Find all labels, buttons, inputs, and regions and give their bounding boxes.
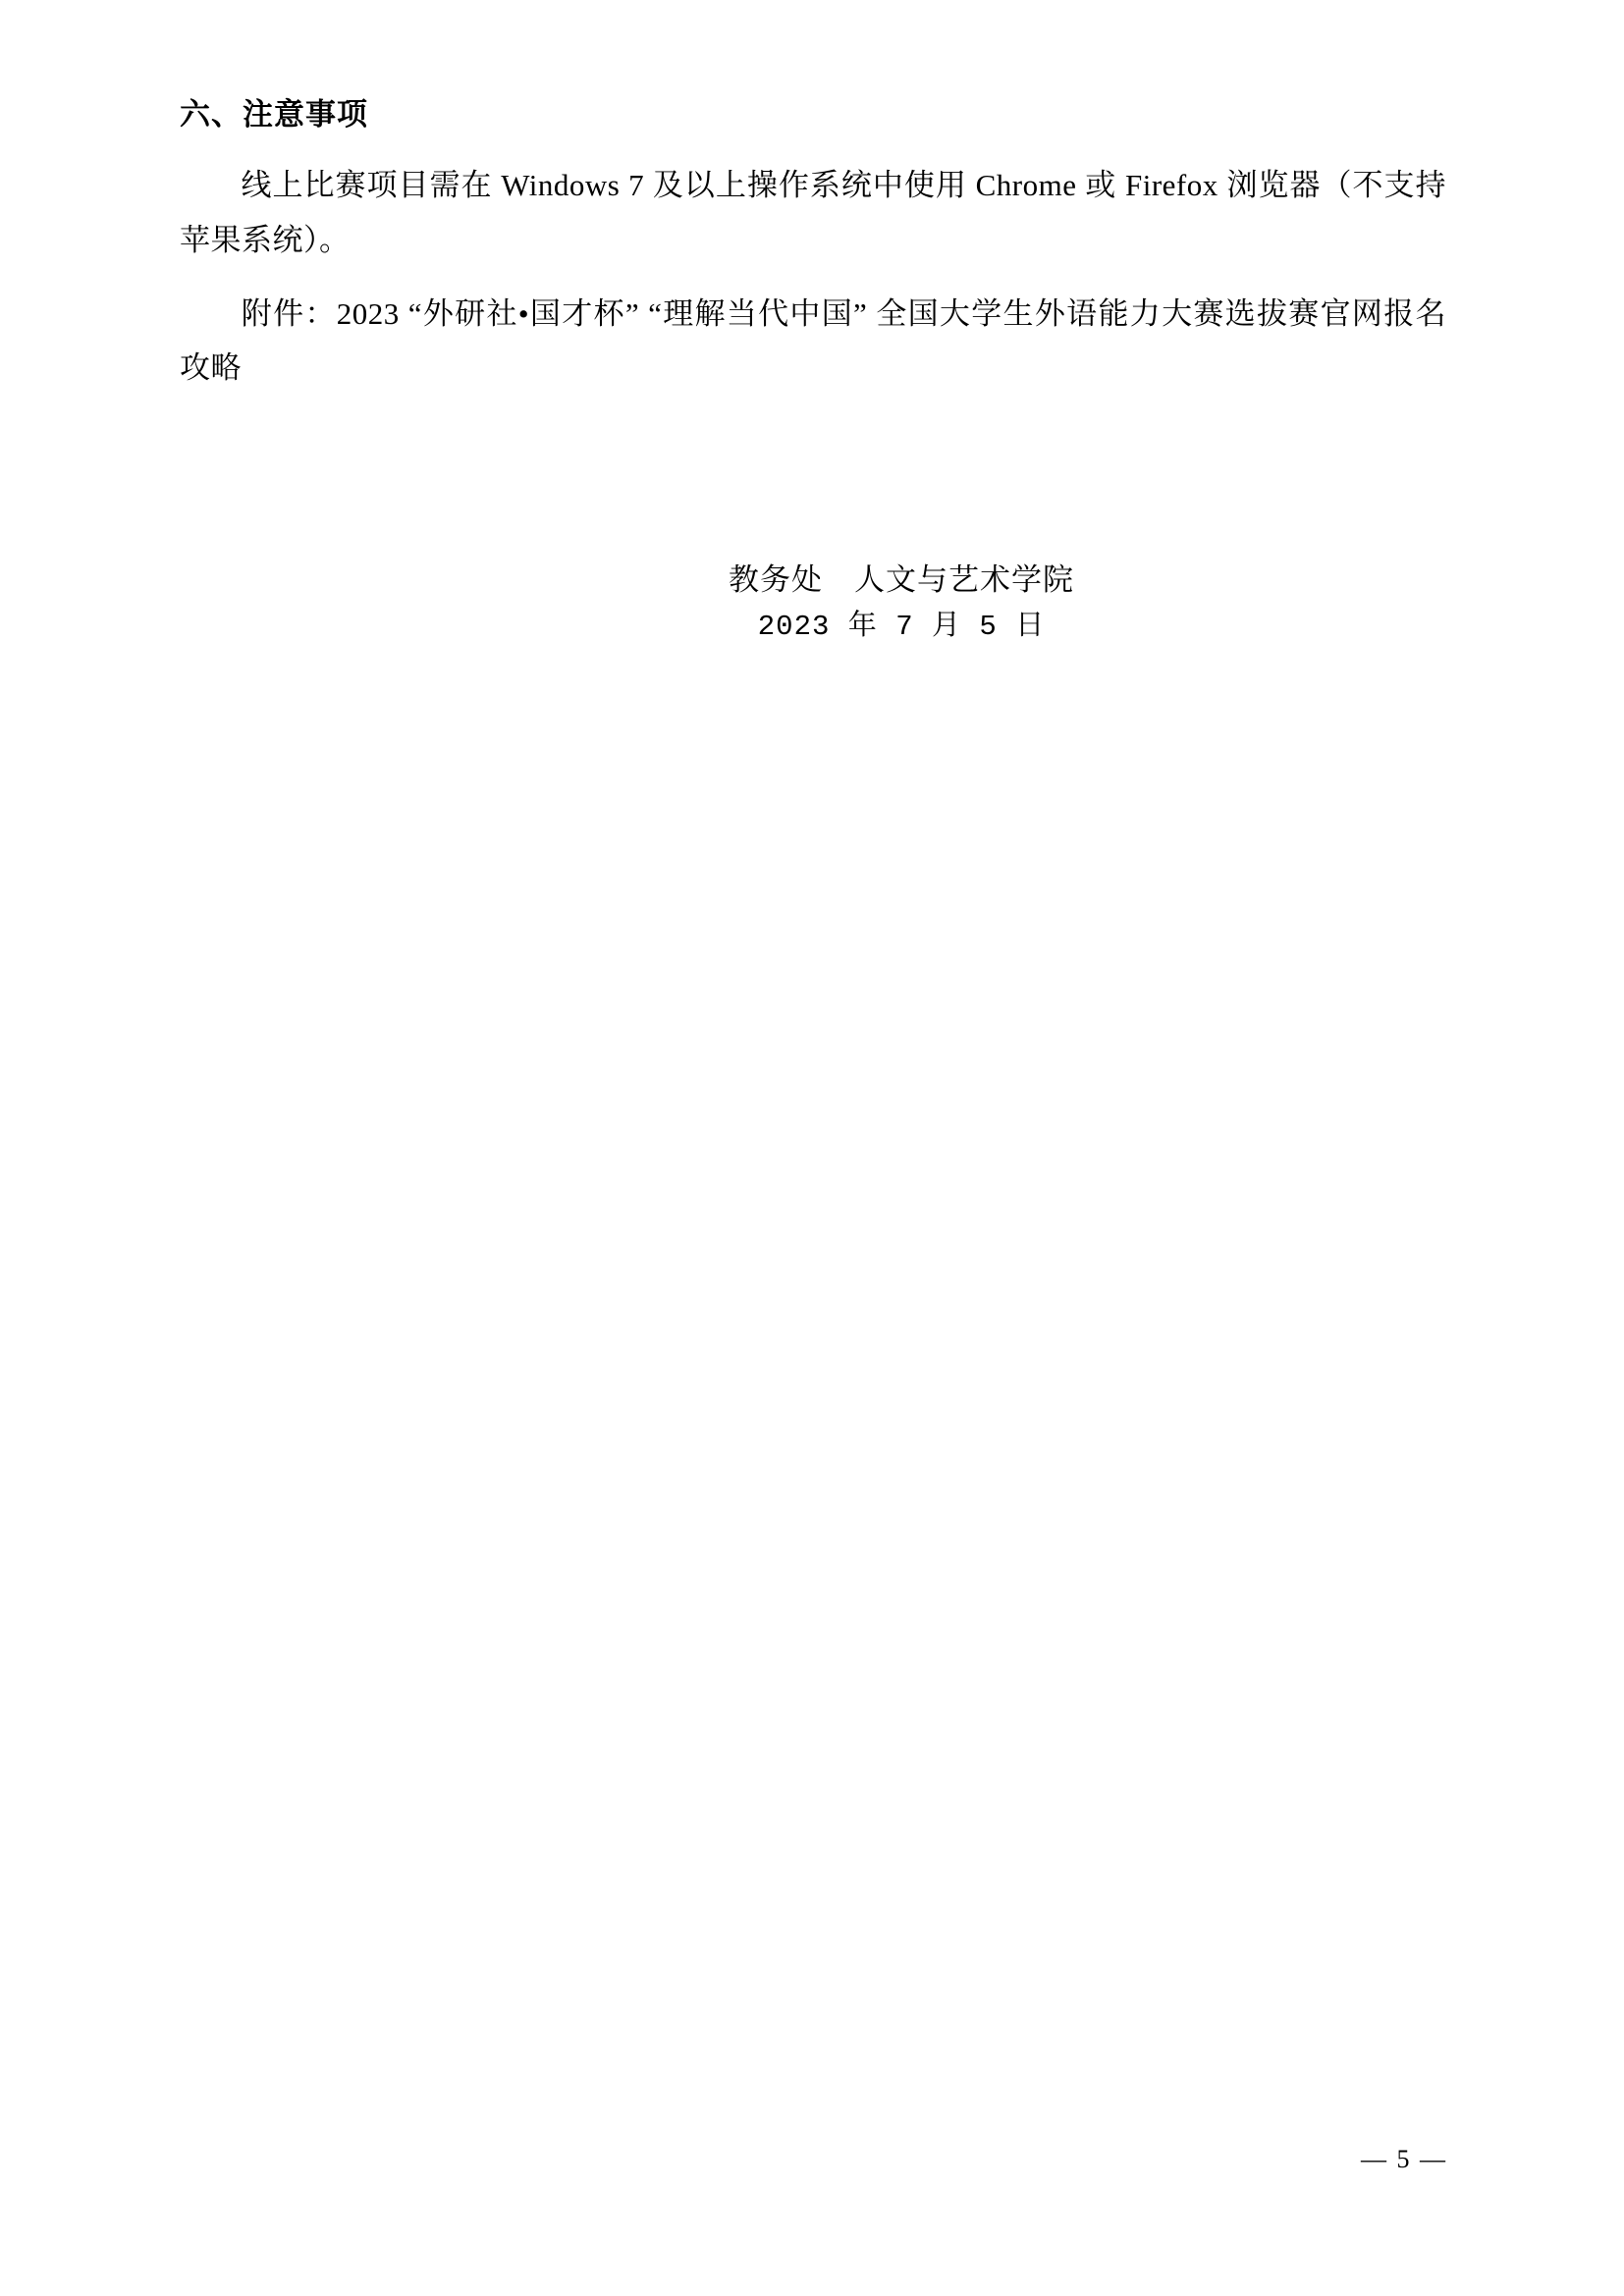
paragraph-attachment [180,287,1446,395]
page-number: — 5 — [1361,2145,1447,2173]
signature-issuers: 教务处 人文与艺术学院 [729,562,1074,598]
paragraph-text: 附件：2023 “外研社•国才杯” “理解当代中国” 全国大学生外语能力大赛选拔赛官网报名攻略 [180,295,1446,385]
paragraph-text: 线上比赛项目需在 Windows 7 及以上操作系统中使用 Chrome 或 Firefox 浏览器（不支持苹果系统）。 [180,168,1446,257]
section-heading: 六、注意事项 [180,97,368,133]
paragraph-notes-browser [180,158,1446,266]
signature-date: 2023 年 7 月 5 日 [757,610,1046,643]
document-body [180,94,1446,650]
vertical-spacer [180,414,1446,497]
signature-block [180,556,1446,650]
